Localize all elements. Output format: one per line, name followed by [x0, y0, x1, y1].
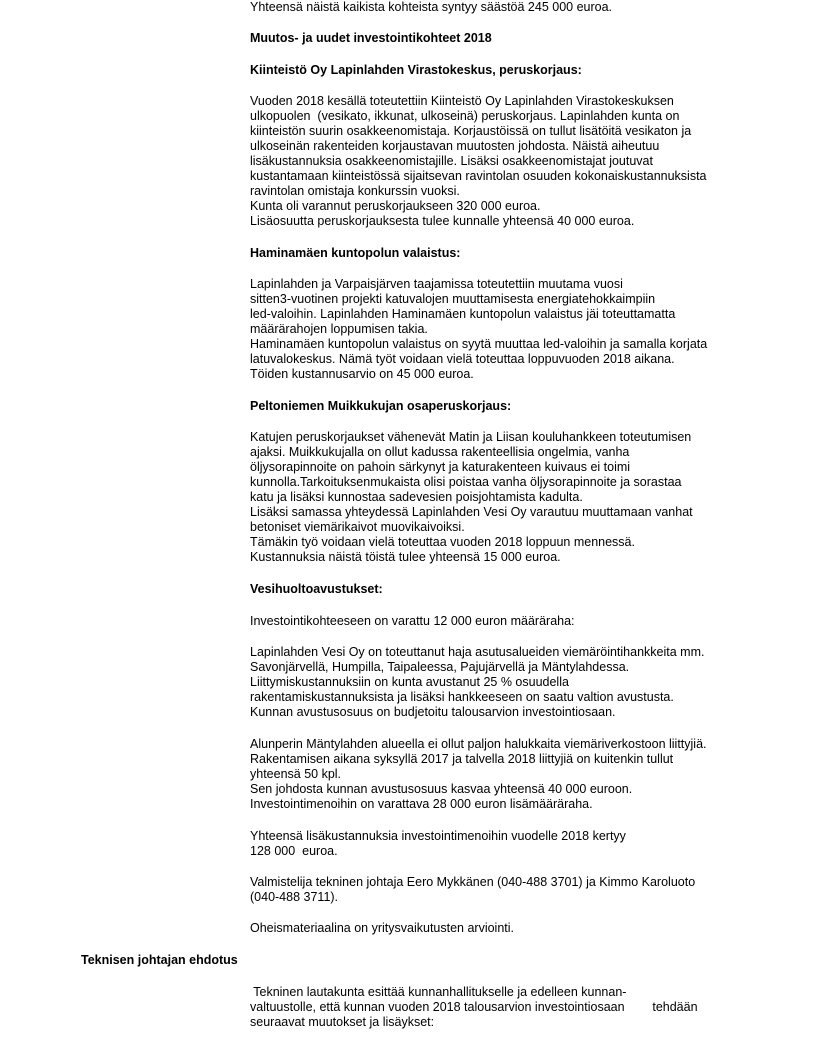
body-line: katu ja lisäksi kunnostaa sadevesien poisjohtamista kadulta.	[250, 490, 583, 504]
body-line: betoniset viemärikaivot muovikaivoiksi.	[250, 520, 465, 534]
body-line: 128 000 euroa.	[250, 844, 338, 858]
body-line: määrärahojen loppumisen takia.	[250, 322, 428, 336]
proposal-line: seuraavat muutokset ja lisäykset:	[250, 1015, 435, 1029]
body-line: led-valoihin. Lapinlahden Haminamäen kuntopolun valaistus jäi toteuttamatta	[250, 307, 676, 321]
body-line: öljysorapinnoite on pahoin särkynyt ja katurakenteen kuivaus ei toimi	[250, 460, 631, 474]
body-line: Liittymiskustannuksiin on kunta avustanut 25 % osuudella	[250, 675, 569, 689]
body-line: Kunnan avustusosuus on budjetoitu talousarvion investointiosaan.	[250, 705, 616, 719]
body-line: Rakentamisen aikana syksyllä 2017 ja talvella 2018 liittyjiä on kuitenkin tullut	[250, 752, 674, 766]
body-line: kunnolla.Tarkoituksenmukaista olisi poistaa vanha öljysorapinnoite ja sorastaa	[250, 475, 682, 489]
body-line: rakentamiskustannuksista ja lisäksi hankkeeseen on saatu valtion avustusta.	[250, 690, 674, 704]
body-line: Lapinlahden Vesi Oy on toteuttanut haja asutusalueiden viemäröintihankkeita mm.	[250, 645, 705, 659]
body-line: Töiden kustannusarvio on 45 000 euroa.	[250, 367, 474, 381]
proposal-line: Tekninen lautakunta esittää kunnanhallitukselle ja edelleen kunnan-	[250, 985, 627, 999]
body-line: Sen johdosta kunnan avustusosuus kasvaa yhteensä 40 000 euroon.	[250, 782, 633, 796]
body-line: Alunperin Mäntylahden alueella ei ollut paljon halukkaita viemäriverkostoon liittyjiä.	[250, 737, 707, 751]
section-heading: Muutos- ja uudet investointikohteet 2018	[250, 31, 492, 45]
body-line: Haminamäen kuntopolun valaistus on syytä muuttaa led-valoihin ja samalla korjata	[250, 337, 708, 351]
body-line: Katujen peruskorjaukset vähenevät Matin ja Liisan kouluhankkeen toteutumisen	[250, 430, 692, 444]
body-line: (040-488 3711).	[250, 890, 339, 904]
body-line: Investointikohteeseen on varattu 12 000 euron määräraha:	[250, 614, 575, 628]
block-heading: Haminamäen kuntopolun valaistus:	[250, 246, 461, 260]
block-heading: Vesihuoltoavustukset:	[250, 582, 383, 596]
body-line: kiinteistön suurin osakkeenomistaja. Korjaustöissä on tullut lisätöitä vesikaton ja	[250, 124, 692, 138]
body-line: sitten3-vuotinen projekti katuvalojen muuttamisesta energiatehokkaimpiin	[250, 292, 656, 306]
body-line: Kustannuksia näistä töistä tulee yhteensä 15 000 euroa.	[250, 550, 561, 564]
proposal-label: Teknisen johtajan ehdotus	[81, 953, 238, 967]
body-line: Lisäksi samassa yhteydessä Lapinlahden Vesi Oy varautuu muuttamaan vanhat	[250, 505, 693, 519]
body-line: ulkoseinän rakenteiden korjaustavan muutosten johdosta. Näistä aiheutuu	[250, 139, 660, 153]
body-line: Lapinlahden ja Varpaisjärven taajamissa toteutettiin muutama vuosi	[250, 277, 623, 291]
intro-line: Yhteensä näistä kaikista kohteista syntyy säästöä 245 000 euroa.	[250, 0, 613, 14]
body-line: Savonjärvellä, Humpilla, Taipaleessa, Pajujärvellä ja Mäntylahdessa.	[250, 660, 630, 674]
body-line: ravintolan omistaja konkurssin vuoksi.	[250, 184, 460, 198]
body-line: latuvalokeskus. Nämä työt voidaan vielä toteuttaa loppuvuoden 2018 aikana.	[250, 352, 675, 366]
block-heading: Kiinteistö Oy Lapinlahden Virastokeskus, peruskorjaus:	[250, 63, 582, 77]
body-line: Tämäkin työ voidaan vielä toteuttaa vuoden 2018 loppuun mennessä.	[250, 535, 635, 549]
body-line: lisäkustannuksia osakkeenomistajille. Lisäksi osakkeenomistajat joutuvat	[250, 154, 653, 168]
body-line: ajaksi. Muikkukujalla on ollut kadussa rakenteellisia ongelmia, vanha	[250, 445, 630, 459]
body-line: yhteensä 50 kpl.	[250, 767, 342, 781]
body-line: Investointimenoihin on varattava 28 000 euron lisämääräraha.	[250, 797, 593, 811]
body-line: Kunta oli varannut peruskorjaukseen 320 000 euroa.	[250, 199, 541, 213]
block-heading: Peltoniemen Muikkukujan osaperuskorjaus:	[250, 399, 512, 413]
body-line: Vuoden 2018 kesällä toteutettiin Kiinteistö Oy Lapinlahden Virastokeskuksen	[250, 94, 674, 108]
proposal-line: valtuustolle, että kunnan vuoden 2018 talousarvion investointiosaan tehdään	[250, 1000, 698, 1014]
body-line: ulkopuolen (vesikato, ikkunat, ulkoseinä) peruskorjaus. Lapinlahden kunta on	[250, 109, 680, 123]
body-line: kustantamaan kiinteistössä sijaitsevan ravintolan osuuden kokonaiskustannuksista	[250, 169, 707, 183]
body-line: Valmistelija tekninen johtaja Eero Mykkänen (040-488 3701) ja Kimmo Karoluoto	[250, 875, 696, 889]
body-line: Oheismateriaalina on yritysvaikutusten arviointi.	[250, 921, 515, 935]
body-line: Lisäosuutta peruskorjauksesta tulee kunnalle yhteensä 40 000 euroa.	[250, 214, 635, 228]
body-line: Yhteensä lisäkustannuksia investointimenoihin vuodelle 2018 kertyy	[250, 829, 626, 843]
